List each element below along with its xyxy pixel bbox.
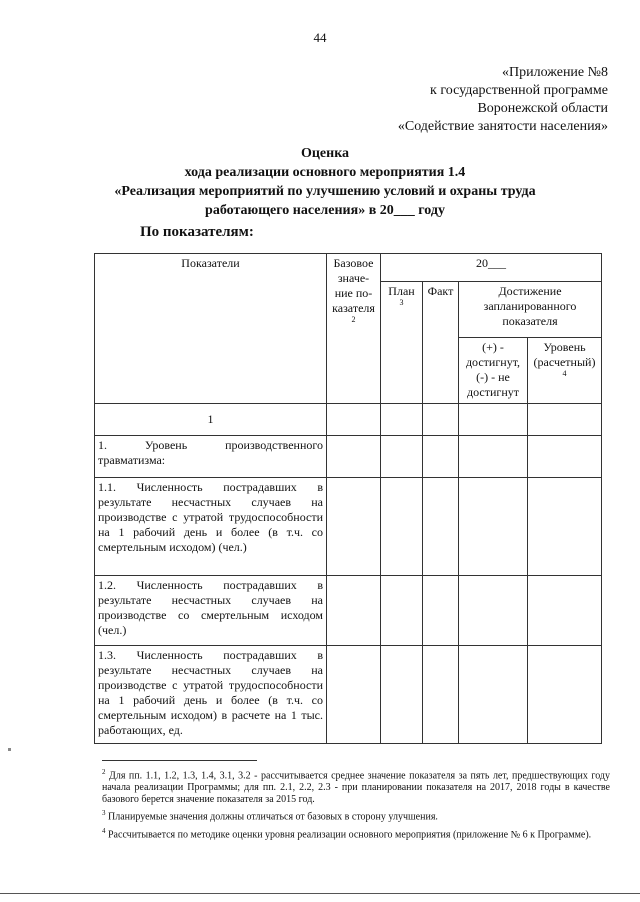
table-row — [95, 646, 602, 744]
title-line-3: «Реализация мероприятий по улучшению условий и охраны труда — [114, 184, 536, 199]
document-title — [60, 144, 590, 220]
header-level: Уровень (расчетный) 4 — [528, 338, 602, 404]
header-indicators: Показатели — [95, 254, 327, 404]
header-fact: Факт — [423, 282, 459, 404]
appendix-line-2: к государственной программе — [430, 83, 608, 98]
page-number: 44 — [313, 30, 327, 45]
header-base-value: Базовое значе-ние по-казателя 2 — [327, 254, 381, 404]
section-heading: По показателям: — [140, 224, 254, 240]
appendix-line-3: Воронежской области — [477, 101, 608, 116]
title-line-2: хода реализации основного мероприятия 1.4 — [184, 165, 466, 180]
header-achieved: (+) - достигнут, (-) - не достигнут — [459, 338, 528, 404]
footnote-2: $^2$ Для пп. 1.1, 1.2, 1.3, 1.4, 3.1, 3.2 - рассчитывается среднее значение показателя за пять лет, предшествующих году начала реализации Программы; для пп. 2.1, 2.2, 2.3 - при планировании показателя на 2017, 2018 годы в качестве базового берется значение показателя за 2015 год. — [102, 768, 610, 806]
header-plan: План 3 — [381, 282, 423, 404]
title-line-1: Оценка — [300, 146, 350, 161]
assessment-table — [94, 253, 602, 744]
table-row — [95, 436, 602, 478]
footnote-3: $^3$ Планируемые значения должны отличаться от базовых в сторону улучшения. — [102, 809, 438, 823]
header-achievement: Достижение запланированного показателя — [459, 282, 602, 338]
footnotes — [102, 766, 610, 842]
appendix-header — [398, 64, 608, 136]
table-row — [95, 576, 602, 646]
column-number: 1 — [95, 404, 327, 436]
table-row-number — [95, 404, 602, 436]
footnote-4: $^4$ Рассчитывается по методике оценки уровня реализации основного мероприятия (приложение № 6 к Программе). — [102, 826, 592, 840]
indicator-label: 1.2. Численность пострадавших в результате несчастных случаев на производстве со смертельным исходом (чел.) — [95, 576, 327, 646]
header-year: 20___ — [381, 254, 602, 282]
page-bottom-edge — [0, 893, 640, 894]
title-line-4: работающего населения» в 20___ году — [205, 203, 445, 218]
indicator-label: 1.3. Численность пострадавших в результате несчастных случаев на производстве с утратой трудоспособности на 1 рабочий день и более (в т.ч. со смертельным исходом) в расчете на 1 тыс. работающих, ед. — [95, 646, 327, 744]
table-row — [95, 478, 602, 576]
indicator-label: 1. Уровень производственного травматизма: — [95, 436, 327, 478]
appendix-line-1: «Приложение №8 — [502, 65, 608, 80]
indicator-label: 1.1. Численность пострадавших в результате несчастных случаев на производстве с утратой трудоспособности на 1 рабочий день и более (в т.ч. со смертельным исходом) (чел.) — [95, 478, 327, 576]
scan-mark — [8, 748, 11, 751]
appendix-line-4: «Содействие занятости населения» — [397, 119, 608, 134]
footnote-divider — [102, 760, 257, 761]
